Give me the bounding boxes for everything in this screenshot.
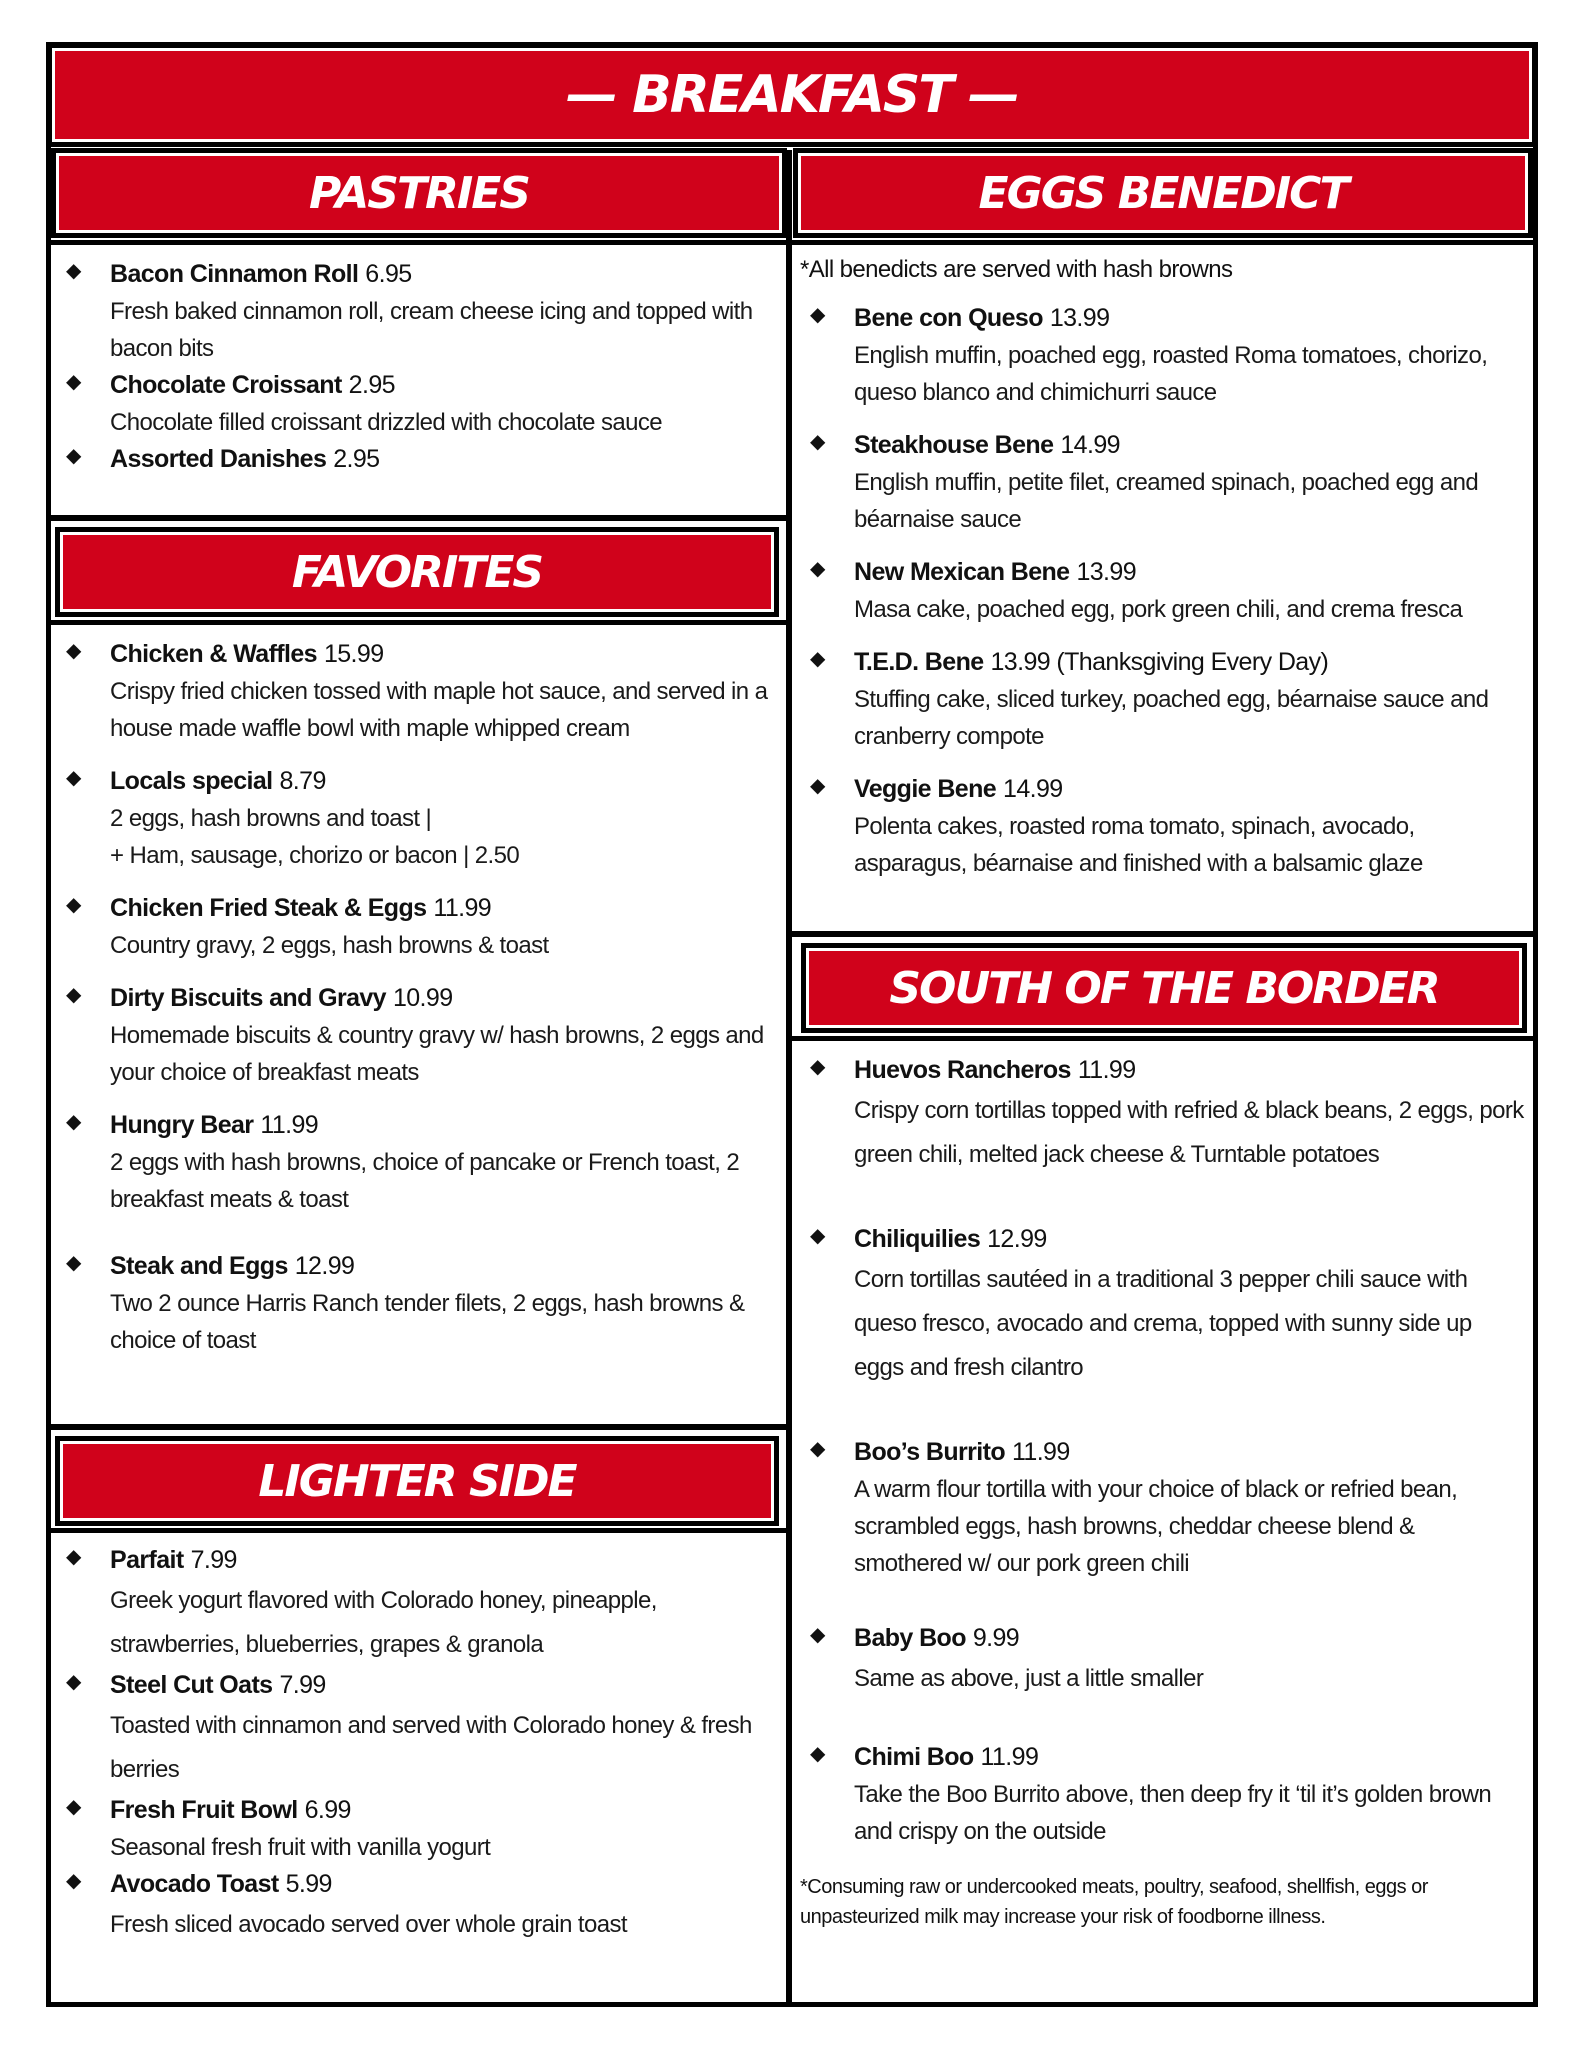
health-disclaimer: *Consuming raw or undercooked meats, poultry, seafood, shellfish, eggs or unpasteurized milk may increase your risk of foodborne illness. [800, 1876, 1428, 1928]
list-item [800, 771, 1524, 882]
item-price: 7.99 [279, 1671, 326, 1699]
diamond-bullet-icon: ◆ [810, 648, 826, 670]
item-name: Huevos Rancheros [854, 1056, 1071, 1084]
item-description: Stuffing cake, sliced turkey, poached egg, béarnaise sauce and cranberry compote [854, 686, 1489, 750]
lighter-band-rule [46, 1528, 786, 1533]
item-description: Two 2 ounce Harris Ranch tender filets, 2 eggs, hash browns & choice of toast [110, 1290, 745, 1354]
benedict-title: EGGS BENEDICT [978, 167, 1348, 219]
item-name: Avocado Toast [110, 1870, 279, 1898]
list-item [56, 1107, 772, 1218]
diamond-bullet-icon: ◆ [66, 1870, 82, 1892]
item-price: 6.99 [304, 1796, 351, 1824]
pastries-title: PASTRIES [309, 167, 529, 219]
diamond-bullet-icon: ◆ [810, 431, 826, 453]
item-name: Chocolate Croissant [110, 371, 342, 399]
item-price: 13.99 (Thanksgiving Every Day) [990, 648, 1329, 676]
item-description: English muffin, petite filet, creamed spinach, poached egg and béarnaise sauce [854, 469, 1479, 533]
diamond-bullet-icon: ◆ [810, 1056, 826, 1078]
item-name: Veggie Bene [854, 775, 997, 803]
breakfast-title: — BREAKFAST — [566, 65, 1018, 125]
item-price: 14.99 [1060, 431, 1120, 459]
column-divider [786, 150, 792, 2007]
list-item [56, 1248, 772, 1359]
diamond-bullet-icon: ◆ [810, 775, 826, 797]
item-description: Crispy fried chicken tossed with maple hot sauce, and served in a house made waffle bowl with maple whipped cream [110, 678, 768, 742]
border-band-rule [792, 1036, 1538, 1041]
breakfast-title-band [52, 48, 1532, 142]
item-price: 14.99 [1003, 775, 1063, 803]
item-name: Steakhouse Bene [854, 431, 1054, 459]
item-name: Steak and Eggs [110, 1252, 288, 1280]
item-description: Toasted with cinnamon and served with Colorado honey & fresh berries [110, 1712, 752, 1783]
item-description: English muffin, poached egg, roasted Roma tomatoes, chorizo, queso blanco and chimichurri sauce [854, 342, 1488, 406]
item-name: T.E.D. Bene [854, 648, 984, 676]
item-name: Chiliquilies [854, 1225, 981, 1253]
item-price: 2.95 [348, 371, 395, 399]
item-description: Crispy corn tortillas topped with refried & black beans, 2 eggs, pork green chili, melted jack cheese & Turntable potatoes [854, 1097, 1524, 1168]
diamond-bullet-icon: ◆ [66, 260, 82, 282]
diamond-bullet-icon: ◆ [66, 984, 82, 1006]
diamond-bullet-icon: ◆ [66, 445, 82, 467]
lighter-list [56, 1542, 780, 1947]
diamond-bullet-icon: ◆ [66, 1796, 82, 1818]
item-name: New Mexican Bene [854, 558, 1070, 586]
list-item [56, 256, 778, 367]
benedict-bottom-rule [792, 931, 1538, 937]
item-description: Corn tortillas sautéed in a traditional 3 pepper chili sauce with queso fresco, avocado and crema, topped with sunny side up eggs and fresh cilantro [854, 1266, 1472, 1381]
border-list [800, 1052, 1524, 1932]
list-item [800, 1620, 1524, 1701]
diamond-bullet-icon: ◆ [66, 894, 82, 916]
diamond-bullet-icon: ◆ [810, 304, 826, 326]
item-description: 2 eggs with hash browns, choice of pancake or French toast, 2 breakfast meats & toast [110, 1149, 740, 1213]
favorites-list [56, 636, 772, 1359]
diamond-bullet-icon: ◆ [810, 558, 826, 580]
list-item [56, 441, 778, 478]
lighter-band [60, 1441, 774, 1521]
list-item [56, 763, 772, 874]
item-price: 5.99 [285, 1870, 332, 1898]
item-price: 11.99 [1011, 1438, 1070, 1466]
item-description: Fresh sliced avocado served over whole grain toast [110, 1911, 627, 1938]
item-price: 6.95 [365, 260, 412, 288]
item-price: 13.99 [1076, 558, 1137, 586]
item-name: Assorted Danishes [110, 445, 327, 473]
item-price: 8.79 [279, 767, 326, 795]
favorites-band [60, 532, 774, 612]
diamond-bullet-icon: ◆ [66, 767, 82, 789]
border-band [806, 948, 1522, 1028]
pastries-list [56, 256, 778, 478]
item-name: Bacon Cinnamon Roll [110, 260, 359, 288]
diamond-bullet-icon: ◆ [810, 1438, 826, 1460]
list-item [56, 1866, 780, 1947]
list-item [800, 554, 1524, 628]
item-description: Seasonal fresh fruit with vanilla yogurt [110, 1834, 491, 1861]
item-price: 10.99 [392, 984, 453, 1012]
list-item [56, 1667, 780, 1792]
item-description: Chocolate filled croissant drizzled with chocolate sauce [110, 409, 663, 436]
item-description: Greek yogurt flavored with Colorado honey, pineapple, strawberries, blueberries, grapes & granola [110, 1587, 657, 1658]
item-price: 11.99 [1077, 1056, 1136, 1084]
item-price: 7.99 [190, 1546, 237, 1574]
item-description: Country gravy, 2 eggs, hash browns & toast [110, 932, 549, 959]
item-name: Bene con Queso [854, 304, 1043, 332]
lighter-title: LIGHTER SIDE [258, 1455, 576, 1507]
item-name: Boo’s Burrito [854, 1438, 1005, 1466]
item-addon: + Ham, sausage, chorizo or bacon | 2.50 [110, 842, 520, 869]
list-item [800, 300, 1524, 411]
list-item [56, 1792, 780, 1866]
benedict-list [800, 256, 1524, 882]
diamond-bullet-icon: ◆ [810, 1743, 826, 1765]
item-price: 2.95 [333, 445, 380, 473]
list-item [800, 1221, 1524, 1390]
pastries-bottom-rule [46, 515, 786, 521]
item-name: Chimi Boo [854, 1743, 974, 1771]
diamond-bullet-icon: ◆ [66, 1671, 82, 1693]
list-item [800, 1739, 1524, 1850]
benedict-note: *All benedicts are served with hash browns [800, 256, 1233, 283]
diamond-bullet-icon: ◆ [810, 1624, 826, 1646]
diamond-bullet-icon: ◆ [66, 640, 82, 662]
benedict-band [798, 153, 1528, 233]
favorites-title: FAVORITES [291, 546, 543, 598]
list-item [800, 427, 1524, 538]
item-name: Steel Cut Oats [110, 1671, 273, 1699]
list-item [800, 644, 1524, 755]
list-item [800, 1434, 1524, 1582]
item-price: 12.99 [987, 1225, 1047, 1253]
favorites-band-rule [46, 620, 786, 625]
item-name: Dirty Biscuits and Gravy [110, 984, 386, 1012]
diamond-bullet-icon: ◆ [66, 1546, 82, 1568]
item-price: 15.99 [323, 640, 384, 668]
favorites-bottom-rule [46, 1424, 786, 1430]
item-description: Fresh baked cinnamon roll, cream cheese icing and topped with bacon bits [110, 298, 753, 362]
item-name: Hungry Bear [110, 1111, 254, 1139]
item-description: Same as above, just a little smaller [854, 1665, 1204, 1692]
item-name: Chicken Fried Steak & Eggs [110, 894, 427, 922]
list-item [800, 1052, 1524, 1177]
list-item [56, 367, 778, 441]
item-description: Masa cake, poached egg, pork green chili, and crema fresca [854, 596, 1463, 623]
item-price: 11.99 [260, 1111, 319, 1139]
item-name: Baby Boo [854, 1624, 966, 1652]
list-item [56, 980, 772, 1091]
item-description: Take the Boo Burrito above, then deep fry it ‘til it’s golden brown and crispy on the outside [854, 1781, 1492, 1845]
diamond-bullet-icon: ◆ [66, 1111, 82, 1133]
item-description: 2 eggs, hash browns and toast | [110, 805, 432, 832]
item-price: 11.99 [980, 1743, 1039, 1771]
diamond-bullet-icon: ◆ [66, 371, 82, 393]
list-item [56, 890, 772, 964]
diamond-bullet-icon: ◆ [66, 1252, 82, 1274]
item-name: Locals special [110, 767, 273, 795]
border-title: SOUTH OF THE BORDER [889, 962, 1439, 1014]
list-item [56, 1542, 780, 1667]
pastries-band [56, 153, 782, 233]
item-description: Polenta cakes, roasted roma tomato, spinach, avocado, asparagus, béarnaise and finished with a balsamic glaze [854, 813, 1423, 877]
item-name: Chicken & Waffles [110, 640, 317, 668]
benedict-band-rule [792, 240, 1538, 245]
pastries-band-rule [46, 240, 786, 245]
item-name: Parfait [110, 1546, 184, 1574]
item-price: 13.99 [1049, 304, 1110, 332]
item-name: Fresh Fruit Bowl [110, 1796, 298, 1824]
item-description: Homemade biscuits & country gravy w/ hash browns, 2 eggs and your choice of breakfast meats [110, 1022, 764, 1086]
item-price: 12.99 [294, 1252, 355, 1280]
item-price: 11.99 [433, 894, 492, 922]
item-description: A warm flour tortilla with your choice of black or refried bean, scrambled eggs, hash browns, cheddar cheese blend & smothered w/ our pork green chili [854, 1476, 1458, 1577]
diamond-bullet-icon: ◆ [810, 1225, 826, 1247]
item-price: 9.99 [972, 1624, 1020, 1652]
list-item [56, 636, 772, 747]
